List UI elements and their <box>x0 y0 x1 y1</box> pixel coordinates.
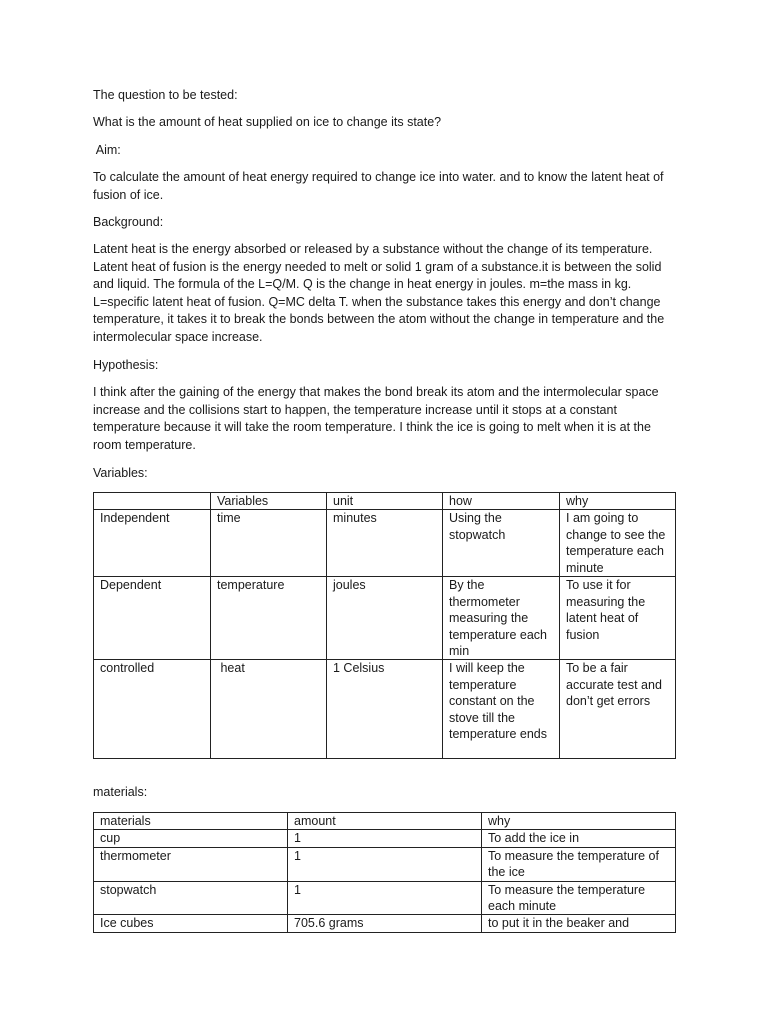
table-cell: Variables <box>211 493 327 510</box>
table-cell: how <box>443 493 560 510</box>
table-cell: To use it for measuring the latent heat of fusion <box>560 577 676 660</box>
table-cell: Using the stopwatch <box>443 510 560 577</box>
table-cell: To measure the temperature of the ice <box>482 847 676 881</box>
table-row <box>94 660 676 759</box>
hypothesis-text: I think after the gaining of the energy that makes the bond break its atom and the intermolecular space increase and the collisions start to happen, the temperature increase until it stops at a constant temperature because it will take the room temperature. I think the ice is going to melt when it is at the room temperature. <box>93 385 659 452</box>
table-row <box>94 915 676 932</box>
question-text: What is the amount of heat supplied on ice to change its state? <box>93 115 442 129</box>
table-cell: 1 <box>288 830 482 847</box>
table-cell <box>94 493 211 510</box>
table-cell: 1 Celsius <box>327 660 443 759</box>
table-cell: I will keep the temperature constant on the stove till the temperature ends <box>443 660 560 759</box>
table-cell: why <box>560 493 676 510</box>
table-row <box>94 881 676 915</box>
table-cell: time <box>211 510 327 577</box>
table-cell: joules <box>327 577 443 660</box>
table-cell: cup <box>94 830 288 847</box>
table-cell: controlled <box>94 660 211 759</box>
aim-heading: Aim: <box>93 143 121 157</box>
table-cell: materials <box>94 813 288 830</box>
table-cell: stopwatch <box>94 881 288 915</box>
table-cell: 705.6 grams <box>288 915 482 932</box>
hypothesis-heading: Hypothesis: <box>93 358 159 372</box>
table-header-row <box>94 813 676 830</box>
table-cell: Ice cubes <box>94 915 288 932</box>
table-cell: Independent <box>94 510 211 577</box>
table-row <box>94 577 676 660</box>
table-cell: thermometer <box>94 847 288 881</box>
table-cell: 1 <box>288 881 482 915</box>
table-cell: To add the ice in <box>482 830 676 847</box>
table-cell: I am going to change to see the temperature each minute <box>560 510 676 577</box>
aim-text: To calculate the amount of heat energy required to change ice into water. and to know the latent heat of fusion of ice. <box>93 170 664 202</box>
table-cell: Dependent <box>94 577 211 660</box>
materials-heading: materials: <box>93 785 148 799</box>
question-heading: The question to be tested: <box>93 88 238 102</box>
variables-table <box>93 492 676 759</box>
table-cell: unit <box>327 493 443 510</box>
table-cell: To measure the temperature each minute <box>482 881 676 915</box>
table-row <box>94 510 676 577</box>
table-cell: why <box>482 813 676 830</box>
materials-table <box>93 812 676 933</box>
table-cell: amount <box>288 813 482 830</box>
background-text: Latent heat is the energy absorbed or released by a substance without the change of its temperature. Latent heat of fusion is the energy needed to melt or solid 1 gram of a substance.it is between the solid and liquid. The formula of the L=Q/M. Q is the change in heat energy in joules. m=the mass in kg. L=specific latent heat of fusion. Q=MC delta T. when the substance takes this energy and don’t change temperature, it takes it to break the bonds between the atom without the change in temperature and the intermolecular space increase. <box>93 242 665 344</box>
table-cell: To be a fair accurate test and don’t get errors <box>560 660 676 759</box>
table-cell: By the thermometer measuring the temperature each min <box>443 577 560 660</box>
table-cell: heat <box>211 660 327 759</box>
variables-heading: Variables: <box>93 466 148 480</box>
table-header-row <box>94 493 676 510</box>
table-cell: to put it in the beaker and <box>482 915 676 932</box>
table-row <box>94 830 676 847</box>
table-cell: 1 <box>288 847 482 881</box>
table-cell: temperature <box>211 577 327 660</box>
background-heading: Background: <box>93 215 164 229</box>
table-cell: minutes <box>327 510 443 577</box>
table-row <box>94 847 676 881</box>
